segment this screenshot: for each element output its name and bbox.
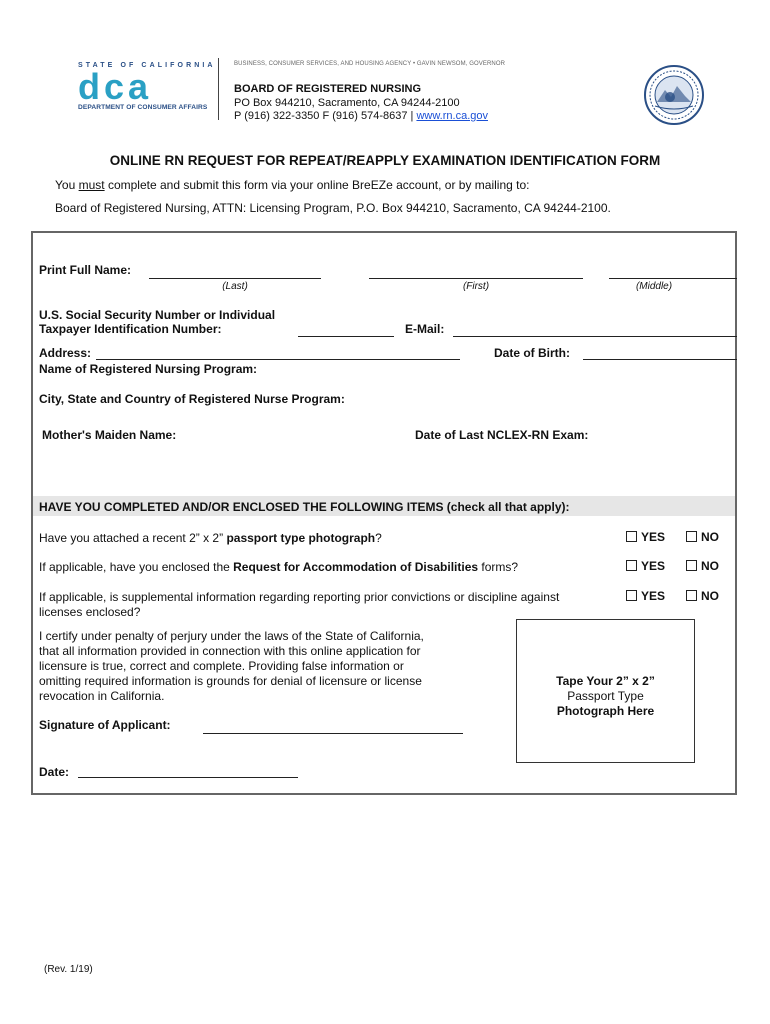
- q3-no-label: NO: [701, 589, 719, 603]
- photo-box-line-2: Passport Type: [567, 689, 644, 703]
- website-link[interactable]: www.rn.ca.gov: [416, 110, 488, 122]
- q3-yes-label: YES: [641, 589, 666, 603]
- q2-no-checkbox[interactable]: [686, 560, 697, 571]
- email-label: E-Mail:: [405, 322, 445, 336]
- last-exam-label: Date of Last NCLEX-RN Exam:: [415, 428, 589, 442]
- q1-yes-label: YES: [641, 530, 666, 544]
- intro-line-1: [55, 178, 529, 192]
- q1-no-checkbox[interactable]: [686, 531, 697, 542]
- q2-yes-label: YES: [641, 559, 666, 573]
- question-photo: [39, 531, 382, 545]
- photo-box-line-1: Tape Your 2” x 2”: [556, 674, 655, 688]
- phone-line: [234, 110, 488, 123]
- intro-text-rest: complete and submit this form via your online BreEZe account, or by mailing to:: [104, 178, 530, 192]
- checklist-heading: [33, 496, 735, 516]
- board-name: BOARD OF REGISTERED NURSING: [234, 83, 422, 95]
- program-location-label: City, State and Country of Registered Nurse Program:: [39, 392, 345, 406]
- first-caption: (First): [462, 281, 490, 292]
- q1-bold: passport type photograph: [226, 531, 376, 545]
- middle-caption: (Middle): [635, 281, 673, 292]
- photo-box: [516, 619, 695, 763]
- first-name-field[interactable]: [369, 278, 583, 279]
- intro-must: must: [78, 178, 105, 192]
- maiden-name-label: Mother's Maiden Name:: [42, 428, 177, 442]
- dob-label: Date of Birth:: [494, 346, 570, 360]
- cert-line: revocation in California.: [39, 689, 165, 703]
- q2-yes-checkbox[interactable]: [626, 560, 637, 571]
- signature-label: Signature of Applicant:: [39, 718, 171, 732]
- header-divider: [218, 58, 219, 120]
- q3-no-checkbox[interactable]: [686, 590, 697, 601]
- cert-line: omitting required information is grounds for denial of licensure or license: [39, 674, 422, 688]
- q1-yes-checkbox[interactable]: [626, 531, 637, 542]
- print-full-name-label: Print Full Name:: [39, 263, 132, 277]
- cert-line: that all information provided in connection with this online application for: [39, 644, 421, 658]
- certification-text: [39, 629, 424, 704]
- address-label: Address:: [39, 346, 92, 360]
- q3-yes-checkbox[interactable]: [626, 590, 637, 601]
- dca-department-label: DEPARTMENT OF CONSUMER AFFAIRS: [78, 104, 208, 111]
- middle-name-field[interactable]: [609, 278, 737, 279]
- q2-bold: Request for Accommodation of Disabilities: [233, 560, 479, 574]
- q1-text: Have you attached a recent 2” x 2”: [39, 531, 227, 545]
- q2-text: If applicable, have you enclosed the: [39, 560, 234, 574]
- photo-box-line-3: Photograph Here: [556, 704, 655, 718]
- agency-line: BUSINESS, CONSUMER SERVICES, AND HOUSING AGENCY • GAVIN NEWSOM, GOVERNOR: [234, 61, 506, 67]
- q2-end: forms?: [478, 560, 519, 574]
- last-caption: (Last): [222, 281, 248, 292]
- q1-no-label: NO: [701, 530, 719, 544]
- ssn-label-1: U.S. Social Security Number or Individual: [39, 308, 276, 322]
- form-title: ONLINE RN REQUEST FOR REPEAT/REAPPLY EXAMINATION IDENTIFICATION FORM: [109, 153, 661, 168]
- question-accommodation: [39, 560, 518, 574]
- question-convictions-1: If applicable, is supplemental information regarding reporting prior convictions or discipline against: [39, 590, 560, 604]
- revision-label: (Rev. 1/19): [44, 964, 93, 975]
- intro-line-2: Board of Registered Nursing, ATTN: Licensing Program, P.O. Box 944210, Sacramento, CA 94244-2100.: [55, 201, 611, 215]
- last-name-field[interactable]: [149, 278, 321, 279]
- ssn-label-2: Taxpayer Identification Number:: [39, 322, 222, 336]
- phone-fax: P (916) 322-3350 F (916) 574-8637 |: [234, 110, 414, 122]
- program-name-label: Name of Registered Nursing Program:: [39, 362, 258, 376]
- cert-line: licensure is true, correct and complete. Providing false information or: [39, 659, 404, 673]
- dca-state-label: STATE OF CALIFORNIA: [78, 62, 216, 69]
- checklist-heading-text: HAVE YOU COMPLETED AND/OR ENCLOSED THE FOLLOWING ITEMS (check all that apply):: [39, 500, 570, 514]
- ssn-field[interactable]: [298, 336, 394, 337]
- state-seal-icon: [643, 64, 705, 131]
- date-field[interactable]: [78, 777, 298, 778]
- email-field[interactable]: [453, 336, 737, 337]
- question-convictions-2: licenses enclosed?: [39, 605, 141, 619]
- dca-logo-letters: dca: [78, 72, 153, 102]
- q2-no-label: NO: [701, 559, 719, 573]
- dob-field[interactable]: [583, 359, 737, 360]
- q1-end: ?: [375, 531, 382, 545]
- po-box: PO Box 944210, Sacramento, CA 94244-2100: [234, 97, 460, 109]
- date-label: Date:: [39, 765, 70, 779]
- address-field[interactable]: [96, 359, 460, 360]
- dca-logo: [78, 72, 203, 107]
- board-address: [234, 97, 488, 123]
- intro-text: You: [55, 178, 79, 192]
- cert-line: I certify under penalty of perjury under the laws of the State of California,: [39, 629, 424, 643]
- signature-field[interactable]: [203, 733, 463, 734]
